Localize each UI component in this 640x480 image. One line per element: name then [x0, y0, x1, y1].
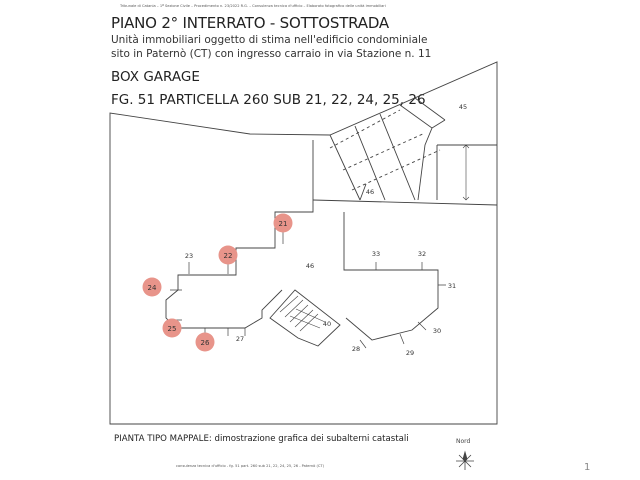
- right-garage-row: [344, 212, 438, 340]
- north-arrow-icon: [456, 452, 474, 470]
- stair-core: [270, 290, 340, 346]
- unit-23-label: 23: [184, 252, 194, 260]
- footer-note: consulenza tecnica d'ufficio - fg. 51 part. 260 sub 21, 22, 24, 25, 26 - Paternò (CT): [176, 464, 325, 468]
- unit-45-dim: [463, 145, 469, 200]
- page-title: PIANO 2° INTERRATO - SOTTOSTRADA: [111, 14, 389, 32]
- parcel-boundary: [110, 62, 497, 424]
- unit-25-label: 25: [167, 325, 177, 333]
- unit-22-label: 22: [223, 252, 233, 260]
- north-label: Nord: [456, 438, 471, 445]
- box-garage-heading: BOX GARAGE: [111, 69, 200, 85]
- left-garage-row: [166, 140, 313, 328]
- unit-40-label: 40: [322, 320, 332, 328]
- unit-27-label: 27: [235, 335, 245, 343]
- subtitle-line-1: Unità immobiliari oggetto di stima nell'edificio condominiale: [111, 34, 428, 46]
- access-ramp-lines: [330, 98, 445, 200]
- header-note: Tribunale di Catania – 1ª Sezione Civile – Procedimento n. 23/2022 R.G. – Consulenza tecnica d'ufficio – Elaborato fotografico delle unità immobiliari: [120, 4, 386, 8]
- plan-caption: PIANTA TIPO MAPPALE: dimostrazione grafica dei subalterni catastali: [114, 434, 409, 444]
- unit-28-label: 28: [351, 345, 361, 353]
- cadastral-reference: FG. 51 PARTICELLA 260 SUB 21, 22, 24, 25, 26: [111, 92, 426, 108]
- unit-ticks: [167, 228, 446, 348]
- unit-46-label-upper: 46: [365, 188, 375, 196]
- unit-26-label: 26: [200, 339, 210, 347]
- unit-31-label: 31: [447, 282, 457, 290]
- unit-29-label: 29: [405, 349, 415, 357]
- unit-33-label: 33: [371, 250, 381, 258]
- unit-30-label: 30: [432, 327, 442, 335]
- unit-32-label: 32: [417, 250, 427, 258]
- unit-24-label: 24: [147, 284, 157, 292]
- highlighted-units: [143, 214, 293, 352]
- subtitle-line-2: sito in Paternò (CT) con ingresso carraio in via Stazione n. 11: [111, 48, 432, 60]
- unit-45-label: 45: [458, 103, 468, 111]
- unit-45-box: [437, 145, 497, 200]
- unit-21-label: 21: [278, 220, 288, 228]
- unit-46-label-central: 46: [305, 262, 315, 270]
- corridor-line: [313, 184, 497, 205]
- stair-steps: [280, 296, 325, 331]
- page-number: 1: [584, 462, 591, 473]
